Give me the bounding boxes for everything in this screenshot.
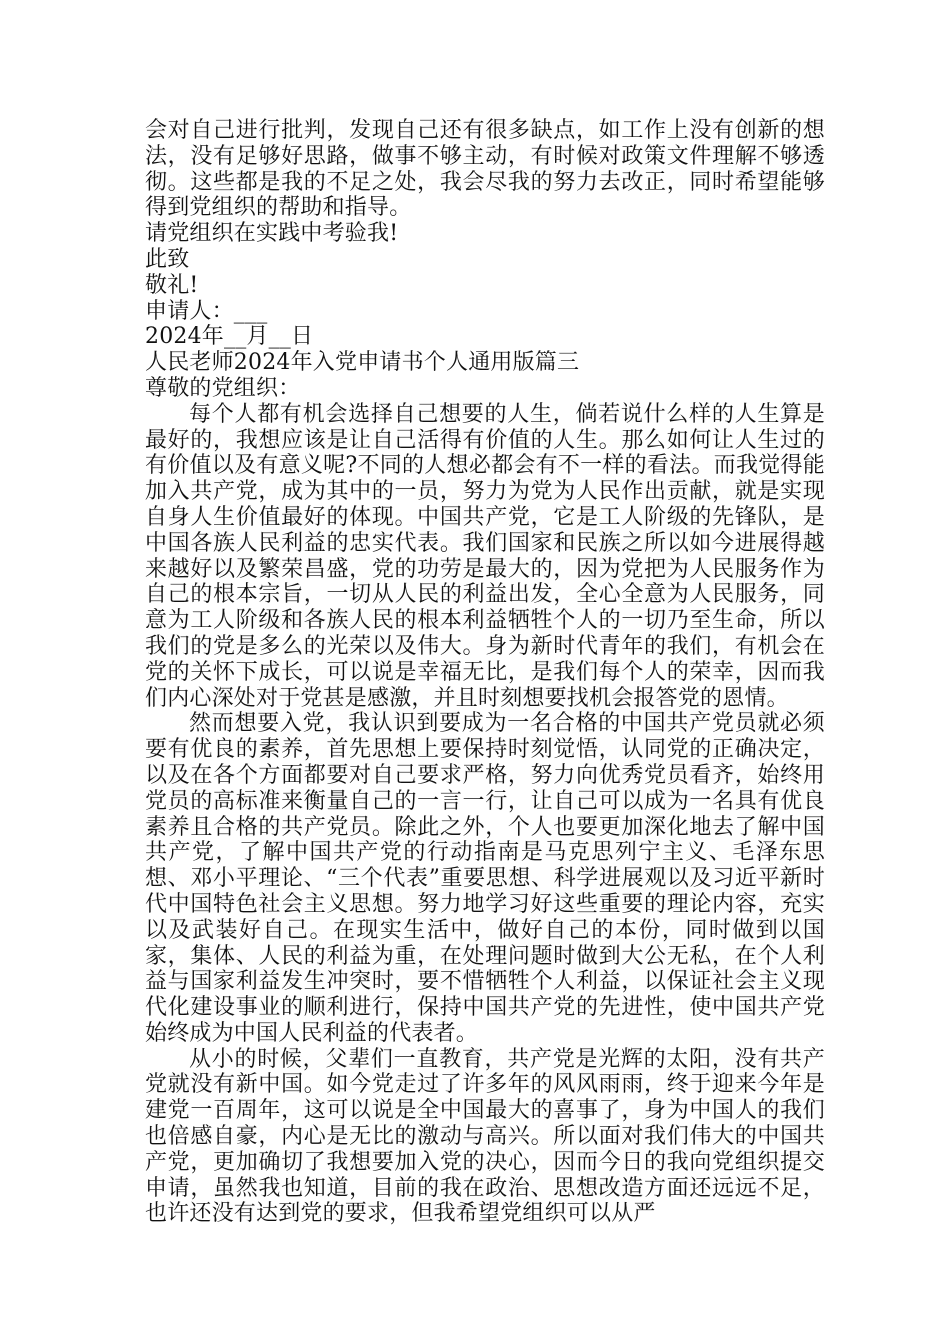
body-paragraph-3: 从小的时候，父辈们一直教育，共产党是光辉的太阳，没有共产党就没有新中国。如今党走过了许多年的风风雨雨，终于迎来今年是建党一百周年，这可以说是全中国最大的喜事了，身为中国人的我们也倍感自豪，内心是无比的激动与高兴。所以面对我们伟大的中国共产党，更加确切了我想要加入党的决心，因而今日的我向党组织提交申请，虽然我也知道，目前的我在政治、思想改造方面还远远不足，也许还没有达到党的要求，但我希望党组织可以从严 (145, 1046, 825, 1227)
closing-jingli: 敬礼! (145, 272, 199, 298)
salutation: 尊敬的党组织： (145, 375, 301, 401)
applicant-line: 申请人：___ (145, 298, 268, 324)
body-paragraph-2: 然而想要入党，我认识到要成为一名合格的中国共产党员就必须要有优良的素养，首先思想上要保持时刻觉悟，认同党的正确决定，以及在各个方面都要对自己要求严格，努力向优秀党员看齐，始终用党员的高标准来衡量自己的一言一行，让自己可以成为一名具有优良素养且合格的共产党员。除此之外，个人也要更加深化地去了解中国共产党，了解中国共产党的行动指南是马克思列宁主义、毛泽东思想、邓小平理论、“三个代表”重要思想、科学进展观以及习近平新时代中国特色社会主义思想。努力地学习好这些重要的理论内容，充实以及武装好自己。在现实生活中，做好自己的本份，同时做到以国家，集体、人民的利益为重，在处理问题时做到大公无私，在个人利益与国家利益发生冲突时，要不惜牺牲个人利益，以保证社会主义现代化建设事业的顺利进行，保持中国共产党的先进性，使中国共产党始终成为中国人民利益的代表者。 (145, 711, 825, 1046)
body-paragraph-1: 每个人都有机会选择自己想要的人生，倘若说什么样的人生算是最好的，我想应该是让自己活得有价值的人生。那么如何让人生过的有价值以及有意义呢?不同的人想必都会有不一样的看法。而我觉得能加入共产党，成为其中的一员，努力为党为人民作出贡献，就是实现自身人生价值最好的体现。中国共产党，它是工人阶级的先锋队，是中国各族人民利益的忠实代表。我们国家和民族之所以如今进展得越来越好以及繁荣昌盛，党的功劳是最大的，因为党把为人民服务作为自己的根本宗旨，一切从人民的利益出发，全心全意为人民服务，同意为工人阶级和各族人民的根本利益牺牲个人的一切乃至生命，所以我们的党是多么的光荣以及伟大。身为新时代青年的我们，有机会在党的关怀下成长，可以说是幸福无比，是我们每个人的荣幸，因而我们内心深处对于党甚是感激，并且时刻想要找机会报答党的恩情。 (145, 401, 825, 711)
section-title: 人民老师2024年入党申请书个人通用版篇三 (145, 350, 580, 376)
continuation-paragraph: 会对自己进行批判，发现自己还有很多缺点，如工作上没有创新的想法，没有足够好思路，做事不够主动，有时候对政策文件理解不够透彻。这些都是我的不足之处，我会尽我的努力去改正，同时希望能够得到党组织的帮助和指导。 (145, 118, 825, 221)
closing-cizhi: 此致 (145, 246, 190, 272)
document-body (145, 118, 825, 1227)
date-line: 2024年__月__日 (145, 324, 314, 350)
request-line: 请党组织在实践中考验我! (145, 221, 399, 247)
